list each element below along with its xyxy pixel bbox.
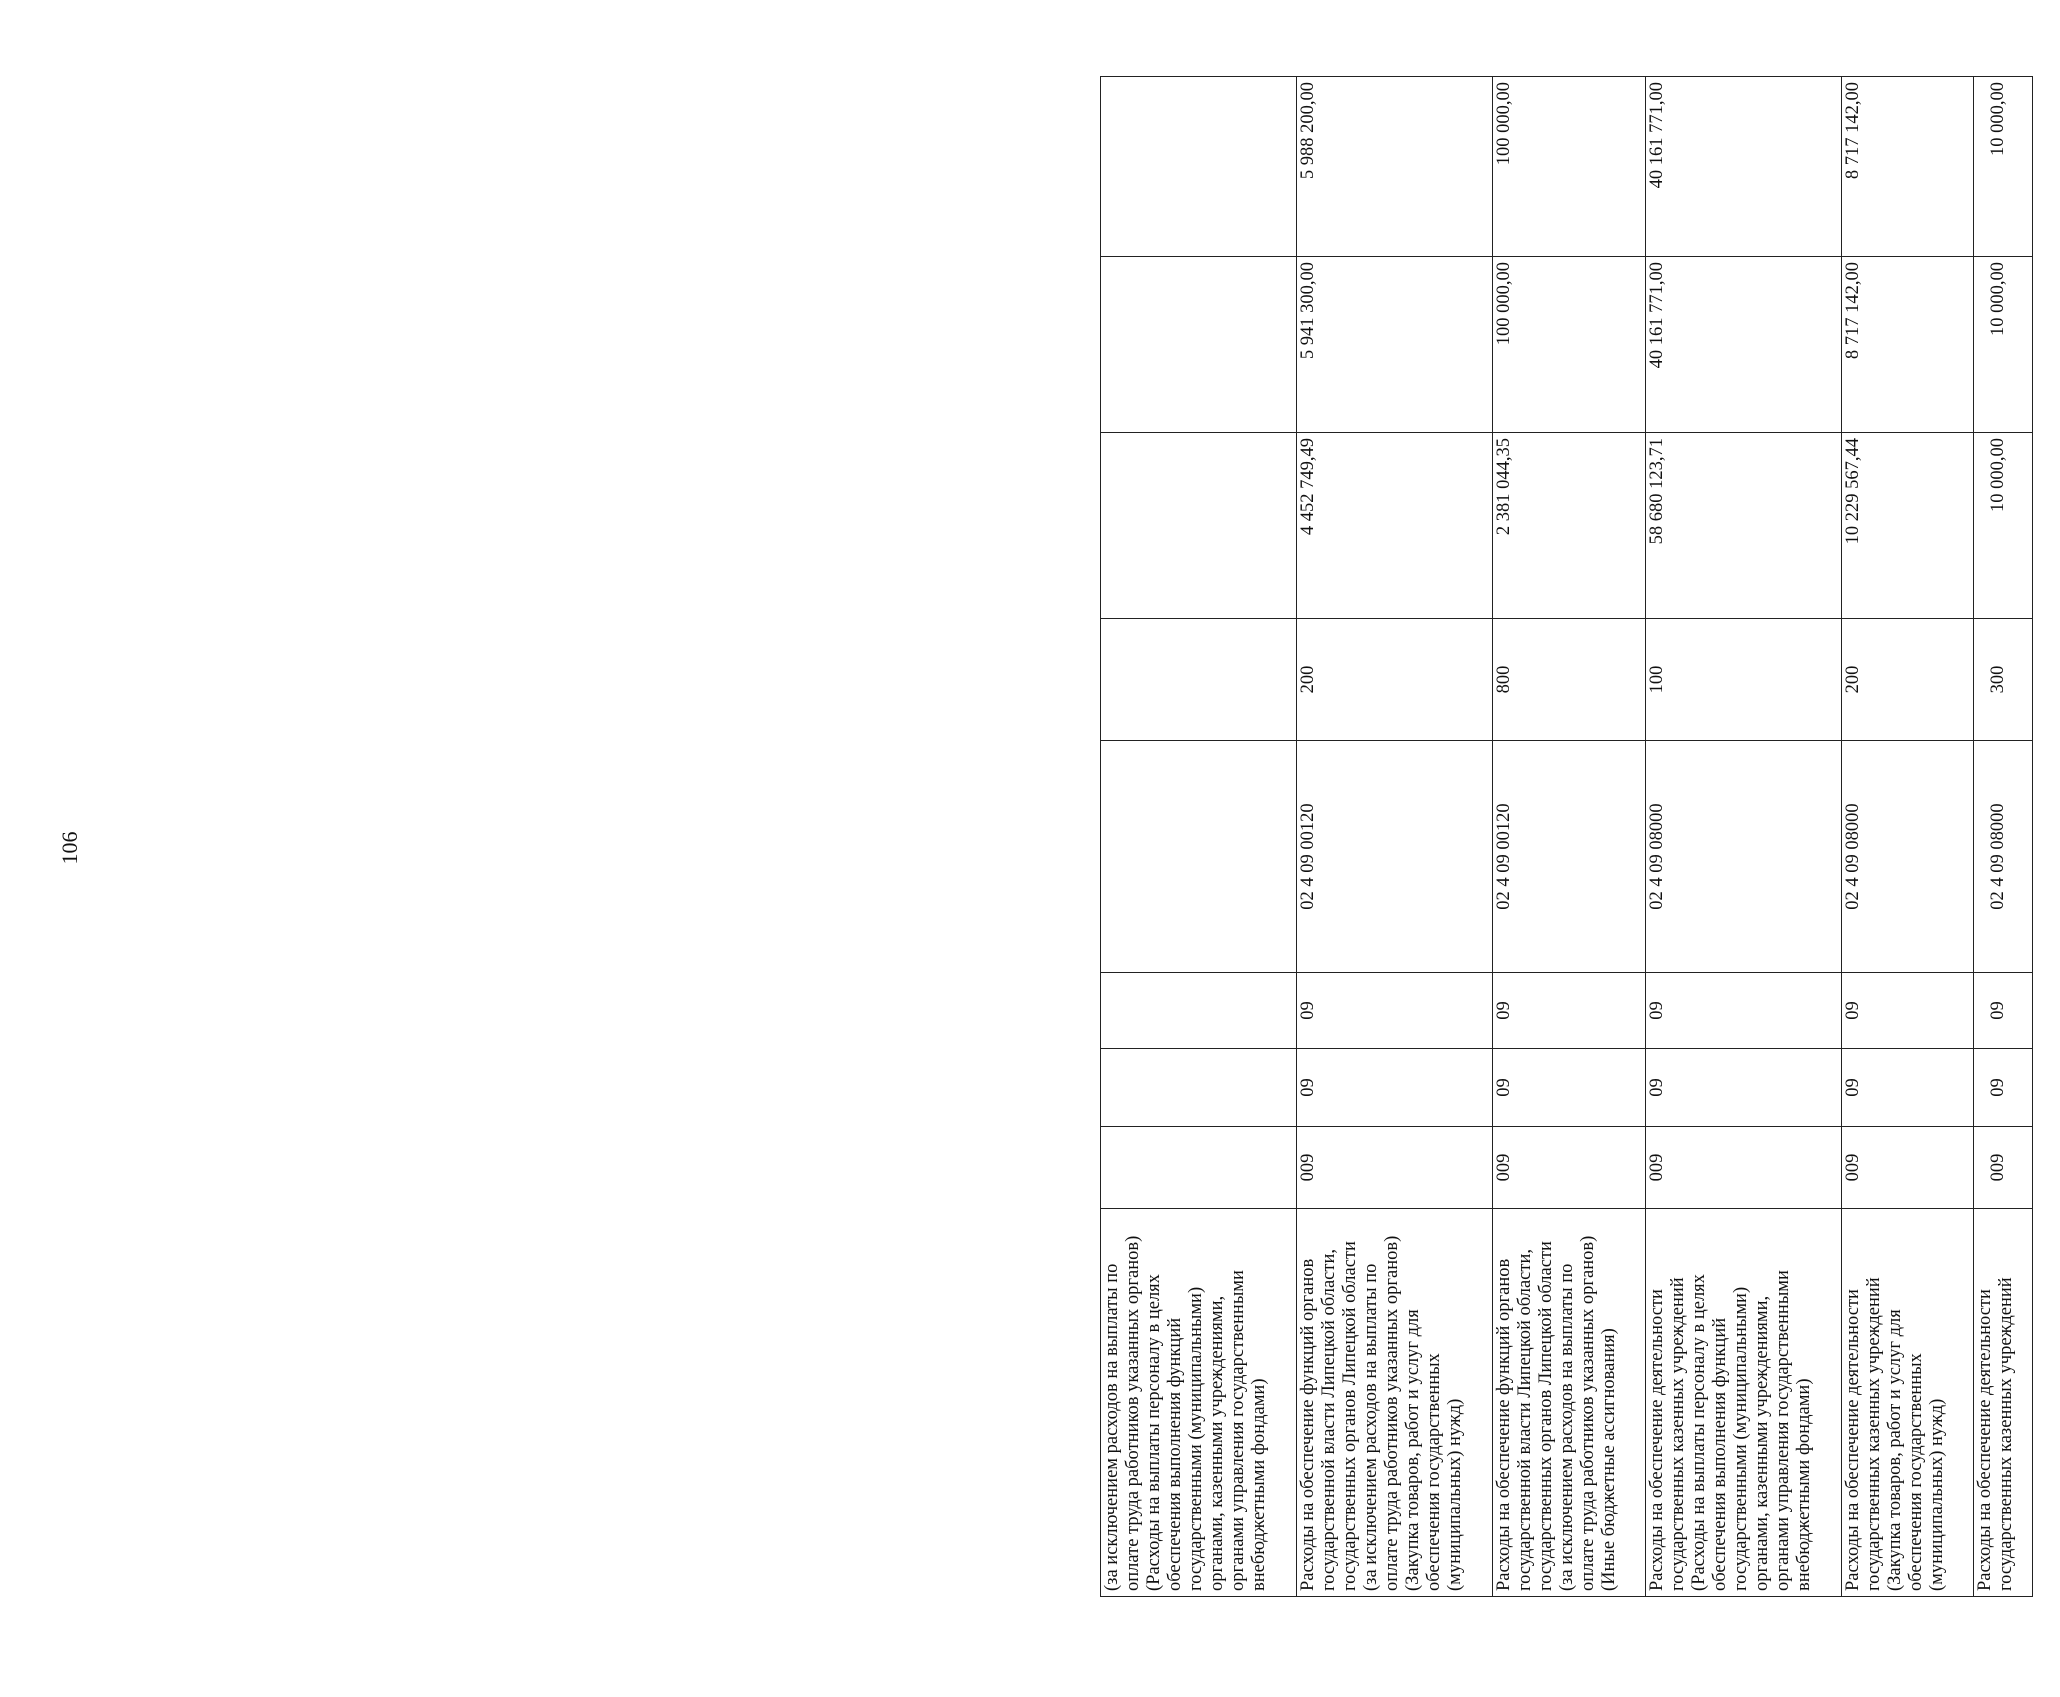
section-code-cell: 09	[1646, 1049, 1842, 1127]
budget-table	[1100, 76, 2033, 1597]
amount-year1-cell: 10 000,00	[1974, 433, 2033, 619]
subsection-code-cell: 09	[1493, 973, 1646, 1049]
rotated-page-content	[1100, 77, 2060, 1597]
grbs-code-cell: 009	[1842, 1127, 1974, 1209]
description-line: обеспечения выполнения функций	[1165, 1317, 1185, 1591]
description-line: оплате труда работников указанных органов)	[1123, 1235, 1143, 1591]
description-line: (за исключением расходов на выплаты по	[1361, 1263, 1381, 1591]
amount-year2-cell: 5 941 300,00	[1297, 257, 1493, 433]
amount-year1-cell: 4 452 749,49	[1297, 433, 1493, 619]
description-line: оплате труда работников указанных органов)	[1578, 1235, 1598, 1591]
description-cell	[1842, 1209, 1974, 1597]
description-cell	[1297, 1209, 1493, 1597]
section-code-cell: 09	[1842, 1049, 1974, 1127]
grbs-code-cell: 009	[1297, 1127, 1493, 1209]
description-line: государственной власти Липецкой области,	[1515, 1249, 1535, 1591]
description-line: обеспечения государственных	[1424, 1353, 1444, 1591]
amount-year1-cell: 2 381 044,35	[1493, 433, 1646, 619]
table-row	[1493, 77, 1646, 1597]
description-line: Расходы на обеспечение функций органов	[1494, 1258, 1514, 1591]
expense-type-code-cell: 100	[1646, 619, 1842, 741]
description-line: Расходы на обеспечение деятельности	[1647, 1289, 1667, 1591]
expense-type-code-cell	[1101, 619, 1297, 741]
amount-year3-cell: 100 000,00	[1493, 77, 1646, 257]
amount-year1-cell: 58 680 123,71	[1646, 433, 1842, 619]
description-line: государственных казенных учреждений	[1864, 1277, 1884, 1591]
target-article-code-cell: 02 4 09 08000	[1842, 741, 1974, 973]
table-row	[1646, 77, 1842, 1597]
description-line: государственными (муниципальными)	[1731, 1286, 1751, 1591]
description-line: (за исключением расходов на выплаты по	[1557, 1263, 1577, 1591]
amount-year1-cell	[1101, 433, 1297, 619]
description-cell	[1493, 1209, 1646, 1597]
description-line: органами управления государственными	[1773, 1270, 1793, 1591]
table-row	[1297, 77, 1493, 1597]
description-line: обеспечения выполнения функций	[1710, 1317, 1730, 1591]
description-cell	[1101, 1209, 1297, 1597]
section-code-cell	[1101, 1049, 1297, 1127]
amount-year3-cell: 10 000,00	[1974, 77, 2033, 257]
target-article-code-cell: 02 4 09 00120	[1493, 741, 1646, 973]
description-line: внебюджетными фондами)	[1249, 1378, 1269, 1591]
description-line: государственных органов Липецкой области	[1536, 1241, 1556, 1591]
table-row	[1101, 77, 1297, 1597]
expense-type-code-cell: 200	[1842, 619, 1974, 741]
description-line: Расходы на обеспечение деятельности	[1975, 1289, 1995, 1591]
description-line: государственных казенных учреждений	[1996, 1277, 2016, 1591]
description-line: государственных казенных учреждений	[1668, 1277, 1688, 1591]
grbs-code-cell	[1101, 1127, 1297, 1209]
amount-year1-cell: 10 229 567,44	[1842, 433, 1974, 619]
description-line: (Закупка товаров, работ и услуг для	[1885, 1309, 1905, 1591]
description-line: внебюджетными фондами)	[1794, 1378, 1814, 1591]
target-article-code-cell: 02 4 09 00120	[1297, 741, 1493, 973]
amount-year3-cell: 8 717 142,00	[1842, 77, 1974, 257]
amount-year3-cell: 5 988 200,00	[1297, 77, 1493, 257]
grbs-code-cell: 009	[1493, 1127, 1646, 1209]
description-line: органами, казенными учреждениями,	[1207, 1295, 1227, 1591]
expense-type-code-cell: 800	[1493, 619, 1646, 741]
subsection-code-cell	[1101, 973, 1297, 1049]
target-article-code-cell: 02 4 09 08000	[1646, 741, 1842, 973]
amount-year2-cell	[1101, 257, 1297, 433]
amount-year2-cell: 100 000,00	[1493, 257, 1646, 433]
amount-year2-cell: 40 161 771,00	[1646, 257, 1842, 433]
description-line: Расходы на обеспечение деятельности	[1843, 1289, 1863, 1591]
description-line: оплате труда работников указанных органов)	[1382, 1235, 1402, 1591]
amount-year2-cell: 10 000,00	[1974, 257, 2033, 433]
amount-year3-cell: 40 161 771,00	[1646, 77, 1842, 257]
description-line: (муниципальных) нужд)	[1445, 1398, 1465, 1591]
table-row	[1974, 77, 2033, 1597]
description-line: (Расходы на выплаты персоналу в целях	[1689, 1274, 1709, 1591]
description-cell	[1646, 1209, 1842, 1597]
section-code-cell: 09	[1493, 1049, 1646, 1127]
target-article-code-cell	[1101, 741, 1297, 973]
grbs-code-cell: 009	[1974, 1127, 2033, 1209]
expense-type-code-cell: 300	[1974, 619, 2033, 741]
table-row	[1842, 77, 1974, 1597]
subsection-code-cell: 09	[1974, 973, 2033, 1049]
description-line: государственных органов Липецкой области	[1340, 1241, 1360, 1591]
description-line: Расходы на обеспечение функций органов	[1298, 1258, 1318, 1591]
amount-year3-cell	[1101, 77, 1297, 257]
grbs-code-cell: 009	[1646, 1127, 1842, 1209]
expense-type-code-cell: 200	[1297, 619, 1493, 741]
description-line: (Закупка товаров, работ и услуг для	[1403, 1309, 1423, 1591]
section-code-cell: 09	[1297, 1049, 1493, 1127]
target-article-code-cell: 02 4 09 08000	[1974, 741, 2033, 973]
description-line: (Иные бюджетные ассигнования)	[1599, 1328, 1619, 1591]
description-line: (муниципальных) нужд)	[1927, 1398, 1947, 1591]
description-line: государственной власти Липецкой области,	[1319, 1249, 1339, 1591]
description-line: обеспечения государственных	[1906, 1353, 1926, 1591]
description-line: органами, казенными учреждениями,	[1752, 1295, 1772, 1591]
amount-year2-cell: 8 717 142,00	[1842, 257, 1974, 433]
subsection-code-cell: 09	[1842, 973, 1974, 1049]
subsection-code-cell: 09	[1646, 973, 1842, 1049]
description-line: (за исключением расходов на выплаты по	[1102, 1263, 1122, 1591]
table-body	[1101, 77, 2033, 1597]
page-number: 106	[57, 831, 82, 865]
description-cell	[1974, 1209, 2033, 1597]
description-line: государственными (муниципальными)	[1186, 1286, 1206, 1591]
section-code-cell: 09	[1974, 1049, 2033, 1127]
description-line: (Расходы на выплаты персоналу в целях	[1144, 1274, 1164, 1591]
description-line: органами управления государственными	[1228, 1270, 1248, 1591]
subsection-code-cell: 09	[1297, 973, 1493, 1049]
